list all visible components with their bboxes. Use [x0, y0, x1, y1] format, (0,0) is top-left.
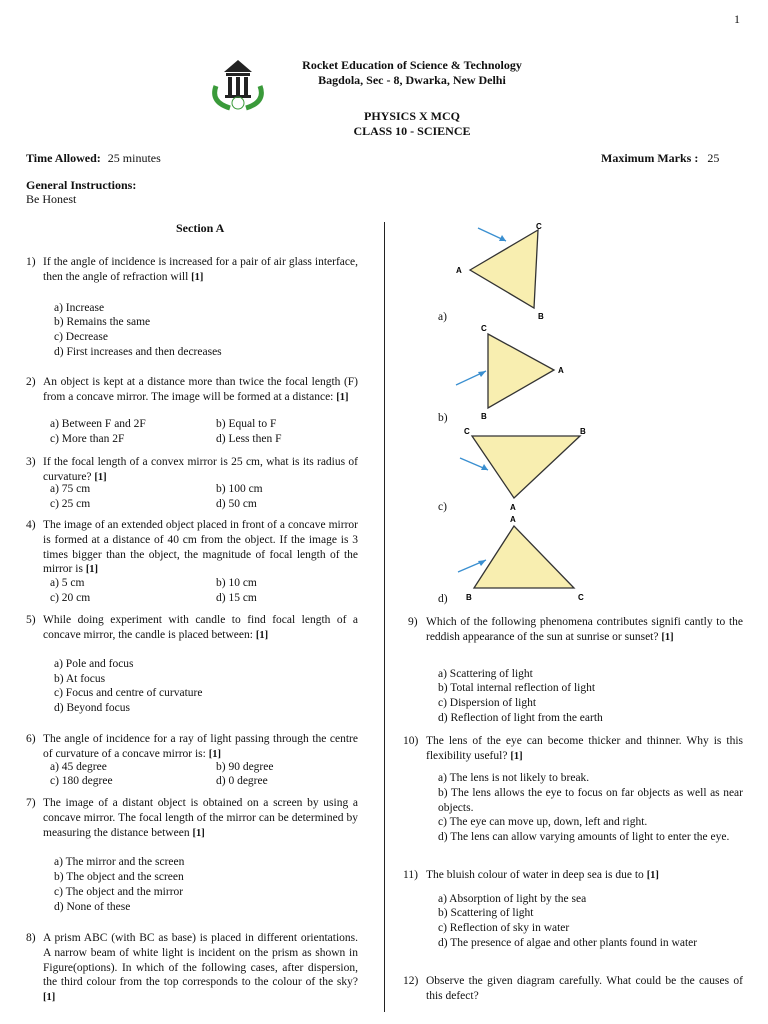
option-7d[interactable]: d) None of these [54, 901, 131, 913]
instructions-label: General Instructions: [26, 178, 137, 192]
option-7c[interactable]: c) The object and the mirror [54, 886, 184, 898]
option-2d[interactable]: d) Less then F [216, 433, 282, 445]
prism-diagram-a [450, 222, 560, 322]
mark-badge: [1] [43, 992, 56, 1004]
question-number: 3) [26, 456, 36, 468]
option-9b[interactable]: b) Total internal reflection of light [438, 682, 596, 694]
question-text: Observe the given diagram carefully. What could be the causes of this defect? [426, 975, 743, 1002]
option-8b[interactable]: b) [438, 412, 448, 424]
question-number: 2) [26, 376, 36, 388]
option-5c[interactable]: c) Focus and centre of curvature [54, 687, 203, 699]
question-text: The image of an extended object placed in front of a concave mirror is formed at a distance of 40 cm from the object. If the image is 3 times bigger than the object, the magnitude of focal length of the mirror is [43, 519, 358, 576]
question-9 [408, 615, 743, 646]
question-number: 9) [408, 616, 418, 628]
option-1a[interactable]: a) Increase [54, 302, 105, 314]
option-text: d) The lens can allow varying amounts of light to enter the eye. [438, 831, 730, 843]
mark-badge: [1] [510, 750, 523, 762]
mark-badge: [1] [646, 870, 659, 881]
option-1b[interactable]: b) Remains the same [54, 316, 151, 328]
question-text: The angle of incidence for a ray of light passing through the centre of curvature of a concave mirror is: [43, 733, 358, 760]
vertex-label-a: A [510, 503, 516, 512]
vertex-label-b: B [580, 427, 586, 436]
question-text: The bluish colour of water in deep sea is due to [426, 869, 644, 881]
option-11c[interactable]: c) Reflection of sky in water [438, 922, 570, 934]
school-address: Bagdola, Sec - 8, Dwarka, New Delhi [318, 73, 506, 87]
option-10a[interactable]: a) The lens is not likely to break. [438, 772, 590, 784]
mark-badge: [1] [94, 471, 107, 483]
option-4a[interactable]: a) 5 cm [50, 577, 85, 589]
exam-subject: PHYSICS X MCQ [363, 109, 460, 123]
option-5b[interactable]: b) At focus [54, 673, 106, 685]
option-1d[interactable]: d) First increases and then decreases [54, 346, 222, 358]
question-number: 4) [26, 519, 36, 531]
section-title: Section A [176, 221, 225, 235]
vertex-label-c: C [464, 427, 470, 436]
option-8d[interactable]: d) [438, 593, 448, 605]
vertex-label-a: A [510, 515, 516, 524]
option-4b[interactable]: b) 10 cm [216, 577, 257, 589]
question-text: An object is kept at a distance more than twice the focal length (F) from a concave mirror. The image will be formed at a distance: [43, 376, 358, 403]
option-7b[interactable]: b) The object and the screen [54, 871, 184, 883]
option-9c[interactable]: c) Dispersion of light [438, 697, 537, 709]
time-allowed [26, 151, 161, 166]
option-9d[interactable]: d) Reflection of light from the earth [438, 712, 603, 724]
option-11a[interactable]: a) Absorption of light by the sea [438, 893, 587, 905]
option-7a[interactable]: a) The mirror and the screen [54, 856, 185, 868]
option-10b[interactable] [438, 786, 743, 816]
vertex-label-c: C [481, 324, 487, 333]
vertex-label-b: B [466, 593, 472, 602]
marks-value: 25 [707, 151, 720, 165]
prism-diagram-d [450, 512, 600, 602]
prism-triangle [474, 526, 574, 588]
option-3b[interactable]: b) 100 cm [216, 483, 263, 495]
question-number: 5) [26, 614, 36, 626]
mark-badge: [1] [85, 564, 99, 576]
question-12 [403, 974, 743, 1004]
vertex-label-a: A [456, 266, 462, 275]
option-1c[interactable]: c) Decrease [54, 331, 108, 343]
option-5d[interactable]: d) Beyond focus [54, 702, 131, 714]
school-logo [208, 56, 268, 112]
question-text: Which of the following phenomena contributes signifi cantly to the reddish appearance of the sun at sunrise or sunset? [426, 616, 743, 643]
vertex-label-b: B [538, 312, 544, 321]
option-11b[interactable]: b) Scattering of light [438, 907, 534, 919]
marks-label: Maximum Marks : [601, 151, 699, 165]
option-2b[interactable]: b) Equal to F [216, 418, 277, 430]
option-5a[interactable]: a) Pole and focus [54, 658, 134, 670]
option-text: b) The lens allows the eye to focus on far objects as well as near objects. [438, 787, 743, 814]
mark-badge: [1] [192, 827, 205, 839]
vertex-label-c: C [578, 593, 584, 602]
prism-triangle [470, 230, 538, 308]
question-1 [26, 255, 358, 286]
question-text: The image of a distant object is obtained on a screen by using a concave mirror. The focal length of the mirror can be determined by measuring the distance between [43, 797, 358, 839]
option-3d[interactable]: d) 50 cm [216, 498, 257, 510]
question-number: 8) [26, 932, 36, 944]
question-number: 1) [26, 256, 36, 268]
question-number: 10) [403, 735, 419, 747]
question-10 [403, 734, 743, 765]
question-5 [26, 613, 358, 644]
school-name: Rocket Education of Science & Technology [302, 58, 522, 72]
question-number: 11) [403, 869, 418, 881]
mark-badge: [1] [661, 631, 674, 643]
option-3a[interactable]: a) 75 cm [50, 483, 91, 495]
question-number: 12) [403, 975, 419, 987]
question-number: 7) [26, 797, 36, 809]
column-divider [384, 222, 385, 1012]
question-number: 6) [26, 733, 36, 745]
question-11 [403, 868, 743, 884]
option-8c[interactable]: c) [438, 501, 447, 513]
prism-triangle [472, 436, 580, 498]
time-value: 25 minutes [107, 151, 161, 165]
question-3 [26, 455, 358, 486]
question-text: A prism ABC (with BC as base) is placed in different orientations. A narrow beam of white light is incident on the prism as shown in Figure(options). In which of the following cases, after dispersion, the third colour from the top corresponds to the colour of the sky? [43, 932, 358, 989]
prism-diagram-b [450, 322, 570, 422]
option-3c[interactable]: c) 25 cm [50, 498, 91, 510]
mark-badge: [1] [255, 629, 269, 641]
option-4c[interactable]: c) 20 cm [50, 592, 91, 604]
mark-badge: [1] [191, 271, 204, 283]
question-6 [26, 732, 358, 763]
ray-arrowhead [478, 371, 486, 377]
option-2a[interactable]: a) Between F and 2F [50, 418, 146, 430]
option-6d[interactable]: d) 0 degree [216, 775, 268, 787]
mark-badge: [1] [208, 748, 221, 760]
question-7 [26, 796, 358, 841]
option-8a[interactable]: a) [438, 311, 447, 323]
question-text: The lens of the eye can become thicker and thinner. Why is this flexibility useful? [426, 735, 743, 762]
page-number: 1 [734, 12, 740, 26]
prism-triangle [488, 334, 554, 408]
vertex-label-b: B [481, 412, 487, 421]
option-9a[interactable]: a) Scattering of light [438, 668, 533, 680]
option-6b[interactable]: b) 90 degree [216, 761, 274, 773]
exam-class: CLASS 10 - SCIENCE [353, 124, 471, 138]
option-6c[interactable]: c) 180 degree [50, 775, 113, 787]
option-2c[interactable]: c) More than 2F [50, 433, 125, 445]
vertex-label-a: A [558, 366, 564, 375]
vertex-label-c: C [536, 222, 542, 231]
question-text: While doing experiment with candle to find focal length of a concave mirror, the candle is placed between: [43, 614, 358, 641]
mark-badge: [1] [336, 391, 349, 403]
option-11d[interactable] [438, 936, 743, 951]
question-2 [26, 375, 358, 406]
instructions-text: Be Honest [26, 192, 77, 206]
ray-arrowhead [478, 560, 486, 566]
option-4d[interactable]: d) 15 cm [216, 592, 257, 604]
option-text: d) The presence of algae and other plants found in water [438, 937, 698, 949]
option-10d[interactable] [438, 830, 743, 845]
option-6a[interactable]: a) 45 degree [50, 761, 107, 773]
question-4 [26, 518, 358, 578]
question-8 [26, 931, 358, 1006]
prism-diagram-c [450, 424, 600, 516]
option-10c[interactable]: c) The eye can move up, down, left and right. [438, 816, 648, 828]
question-text: If the focal length of a convex mirror is 25 cm, what is its radius of curvature? [43, 456, 358, 483]
time-label: Time Allowed: [26, 151, 101, 165]
maximum-marks [601, 151, 719, 166]
question-text: If the angle of incidence is increased for a pair of air glass interface, then the angle of refraction will [43, 256, 358, 283]
